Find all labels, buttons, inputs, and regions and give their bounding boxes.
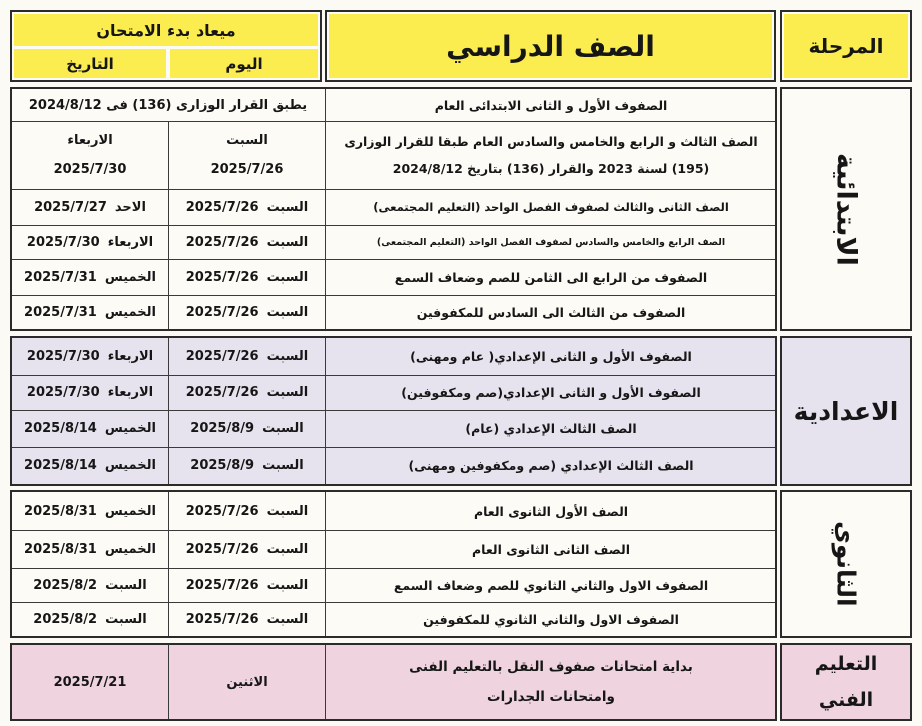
divider (12, 568, 775, 569)
end-cell: الاربعاء 2025/7/30 (26, 349, 154, 364)
start-cell: السبت 2025/7/26 (185, 577, 309, 593)
divider (12, 225, 775, 226)
divider (12, 410, 775, 411)
end-cell: السبت 2025/8/2 (33, 577, 147, 593)
grade-cell: الصف الثانى الثانوى العام (472, 541, 631, 557)
start-day-cell: السبت 2025/7/26 (210, 133, 284, 177)
grade-cell: الصف الرابع والخامس والسادس لصفوف الفصل الواحد (التعليم المجتمعى) (376, 236, 726, 248)
grade-cell: الصف الثالث و الرابع والخامس والسادس العام طبقا للقرار الوزارى (195) لسنة 2023 والقرار (136) بتاريخ 2024/8/12 (344, 134, 758, 176)
grade-cell: الصفوف من الثالث الى السادس للمكفوفين (416, 304, 686, 320)
divider (325, 492, 326, 636)
stage-prep: الاعدادية (793, 396, 899, 426)
divider (325, 645, 326, 719)
start-cell: السبت 2025/7/26 (185, 385, 309, 400)
grade-cell: الصف الأول الثانوى العام (473, 503, 629, 519)
header-stage: المرحلة (784, 14, 908, 78)
stage-primary-box (780, 87, 912, 331)
divider (325, 89, 326, 329)
grade-cell: الصف الثانى والثالث لصفوف الفصل الواحد (التعليم المجتمعى) (373, 200, 729, 214)
start-cell: السبت 2025/7/26 (185, 611, 309, 627)
note-cell: يطبق القرار الوزارى (136) فى 2024/8/12 (28, 97, 308, 113)
section-technical (10, 643, 777, 721)
divider (12, 259, 775, 260)
grade-cell: الصفوف الأول و الثانى الإعدادي(صم ومكفوفين) (401, 385, 701, 400)
divider (168, 338, 169, 484)
divider (12, 447, 775, 448)
section-secondary (10, 490, 777, 638)
start-date-cell: 2025/7/21 (53, 674, 127, 690)
stage-secondary-box (780, 490, 912, 638)
end-cell: الخميس 2025/8/14 (24, 458, 156, 473)
start-cell: السبت 2025/8/9 (190, 458, 304, 473)
stage-prep-box (780, 336, 912, 486)
grade-cell: الصفوف الأول و الثانى الابتدائى العام (434, 97, 668, 113)
header-stage-box (780, 10, 912, 82)
grade-cell: الصف الثالث الإعدادي (صم ومكفوفين ومهنى) (408, 458, 694, 473)
grade-cell: الصفوف من الرابع الى الثامن للصم وضعاف السمع (394, 269, 708, 285)
header-grade: الصف الدراسي (329, 14, 772, 78)
header-date: التاريخ (14, 49, 166, 78)
end-cell: الخميس 2025/8/31 (24, 503, 156, 519)
stage-technical-box (780, 643, 912, 721)
start-cell: السبت 2025/7/26 (185, 304, 309, 320)
divider (12, 295, 775, 296)
end-cell: الخميس 2025/8/31 (24, 541, 156, 557)
start-cell: السبت 2025/7/26 (185, 503, 309, 519)
start-day-cell: الاثنين (226, 674, 268, 690)
stage-primary: الابتدائية (830, 152, 862, 266)
end-cell: الاربعاء 2025/7/30 (26, 385, 154, 400)
start-cell: السبت 2025/7/26 (185, 349, 309, 364)
header-exam-box (10, 10, 322, 82)
start-cell: السبت 2025/8/9 (190, 421, 304, 436)
divider (12, 375, 775, 376)
header-exam-start: ميعاد بدء الامتحان (14, 14, 318, 46)
end-cell: الاربعاء 2025/7/30 (26, 234, 154, 250)
grade-cell: الصف الثالث الإعدادي (عام) (465, 421, 637, 436)
end-cell: الخميس 2025/7/31 (24, 269, 156, 285)
end-cell: الاحد 2025/7/27 (34, 199, 146, 215)
grade-cell: الصفوف الاول والثاني الثانوي للمكفوفين (423, 611, 679, 627)
divider (12, 121, 775, 122)
start-cell: السبت 2025/7/26 (185, 199, 309, 215)
grade-cell: الصفوف الأول و الثانى الإعدادي( عام ومهنى) (410, 349, 692, 364)
grade-cell: الصفوف الاول والثاني الثانوي للصم وضعاف السمع (393, 577, 709, 593)
end-date-cell: الاربعاء 2025/7/30 (53, 133, 127, 177)
start-cell: السبت 2025/7/26 (185, 541, 309, 557)
divider (12, 189, 775, 190)
end-cell: السبت 2025/8/2 (33, 611, 147, 627)
divider (168, 645, 169, 719)
stage-secondary: الثانوي (831, 521, 861, 607)
start-cell: السبت 2025/7/26 (185, 269, 309, 285)
stage-technical: التعليم الفني (814, 653, 878, 711)
grade-cell: بداية امتحانات صفوف النقل بالتعليم الفنى وامتحانات الجدارات (409, 659, 693, 705)
section-prep (10, 336, 777, 486)
end-cell: الخميس 2025/8/14 (24, 421, 156, 436)
divider (12, 602, 775, 603)
header-day: اليوم (170, 49, 318, 78)
end-cell: الخميس 2025/7/31 (24, 304, 156, 320)
header-grade-box (325, 10, 776, 82)
section-primary (10, 87, 777, 331)
divider (325, 338, 326, 484)
start-cell: السبت 2025/7/26 (185, 234, 309, 250)
divider (168, 492, 169, 636)
divider (12, 530, 775, 531)
